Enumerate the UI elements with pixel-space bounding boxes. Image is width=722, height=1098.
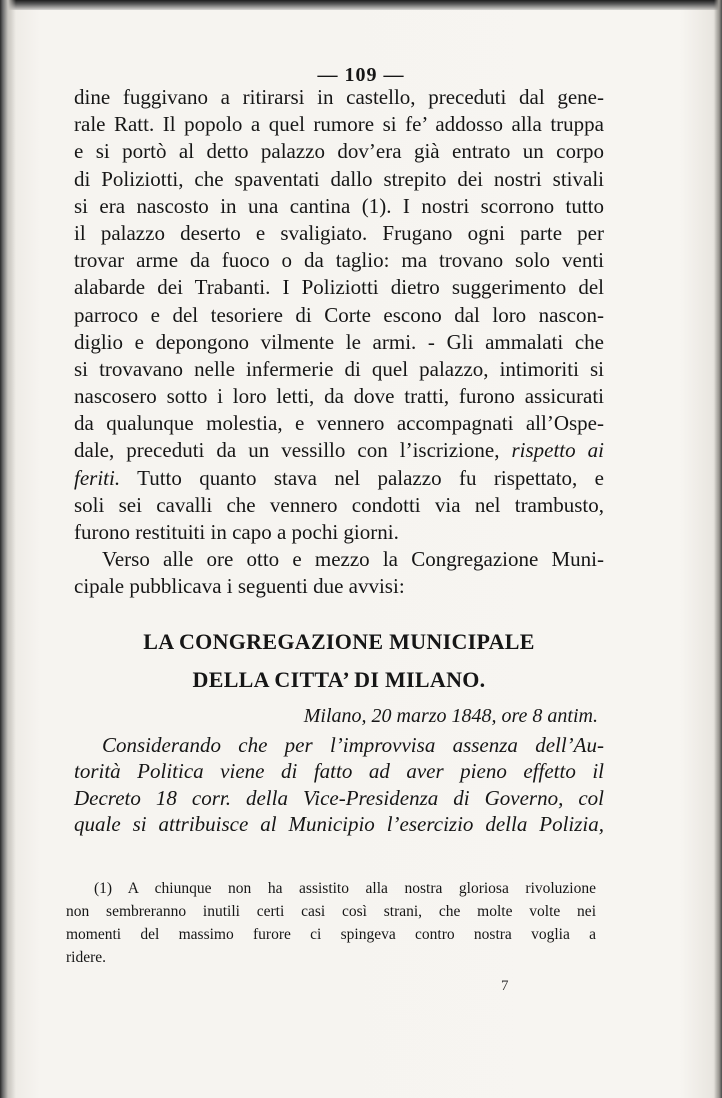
- text-line: da qualunque molestia, e vennero accompagnati all’Ospe-: [74, 411, 604, 436]
- text-line-part: dale, preceduti da un vessillo con l’iscrizione,: [74, 438, 500, 463]
- page-top-edge: [0, 0, 722, 10]
- page-right-edge: [714, 0, 722, 1098]
- text-line: alabarde dei Trabanti. I Poliziotti dietro suggerimento del: [74, 275, 604, 300]
- text-line: di Poliziotti, che spaventati dallo strepito dei nostri stivali: [74, 166, 604, 191]
- text-line: nascosero sotto i loro letti, da dove tratti, furono assicurati: [74, 384, 604, 409]
- footnote: [66, 877, 596, 969]
- text-line-part: Tutto quanto stava nel palazzo fu rispettato, e: [137, 465, 604, 490]
- decree-line: torità Politica viene di fatto ad aver pieno effetto il: [74, 759, 604, 784]
- text-line: soli sei cavalli che vennero condotti via nel trambusto,: [74, 492, 604, 517]
- decree-line: Decreto 18 corr. della Vice-Presidenza di Governo, col: [74, 785, 604, 810]
- text-line: si trovavano nelle infermerie di quel palazzo, intimoriti si: [74, 356, 604, 381]
- notice-heading-line1: LA CONGREGAZIONE MUNICIPALE: [143, 628, 535, 654]
- main-text: [74, 84, 604, 838]
- decree-line: quale si attribuisce al Municipio l’esercizio della Polizia,: [74, 812, 604, 837]
- footnote-line: momenti del massimo furore ci spingeva contro nostra voglia a: [66, 926, 596, 943]
- text-line: furono restituiti in capo a pochi giorni.: [74, 520, 399, 544]
- text-line: dine fuggivano a ritirarsi in castello, preceduti dal gene-: [74, 85, 604, 109]
- text-line: Verso alle ore otto e mezzo la Congregazione Muni-: [102, 547, 604, 572]
- text-line: cipale pubblicava i seguenti due avvisi:: [74, 574, 405, 599]
- notice-text: [74, 732, 604, 838]
- footnote-line: non sembreranno inutili certi casi così strani, che molte volte nei: [66, 903, 596, 920]
- decree-line: Considerando che per l’improvvisa assenza dell’Au-: [102, 732, 604, 757]
- footnote-line: ridere.: [66, 949, 107, 966]
- footnote-line: (1) A chiunque non ha assistito alla nostra gloriosa rivoluzione: [94, 880, 596, 897]
- signature-mark: 7: [501, 978, 509, 994]
- text-line: diglio e depongono vilmente le armi. - Gli ammalati che: [74, 329, 604, 354]
- italic-phrase: rispetto ai: [511, 438, 604, 463]
- text-line: [74, 465, 604, 492]
- text-line: trovar arme da fuoco o da taglio: ma trovano solo venti: [74, 248, 604, 273]
- italic-phrase: feriti.: [74, 465, 121, 490]
- page-left-edge: [0, 0, 16, 1098]
- text-line: [74, 437, 604, 464]
- notice-dateline: Milano, 20 marzo 1848, ore 8 antim.: [303, 704, 598, 727]
- text-line: il palazzo deserto e svaligiato. Frugano ogni parte per: [74, 220, 604, 245]
- text-line: rale Ratt. Il popolo a quel rumore si fe’ addosso alla truppa: [74, 112, 604, 137]
- text-line: e si portò al detto palazzo dov’era già entrato un corpo: [74, 139, 604, 164]
- page-number: — 109 —: [317, 64, 405, 86]
- text-line: parroco e del tesoriere di Corte escono dal loro nascon-: [74, 302, 604, 327]
- text-line: si era nascosto in una cantina (1). I nostri scorrono tutto: [74, 193, 604, 218]
- notice-heading-line2: DELLA CITTA’ DI MILANO.: [192, 666, 486, 692]
